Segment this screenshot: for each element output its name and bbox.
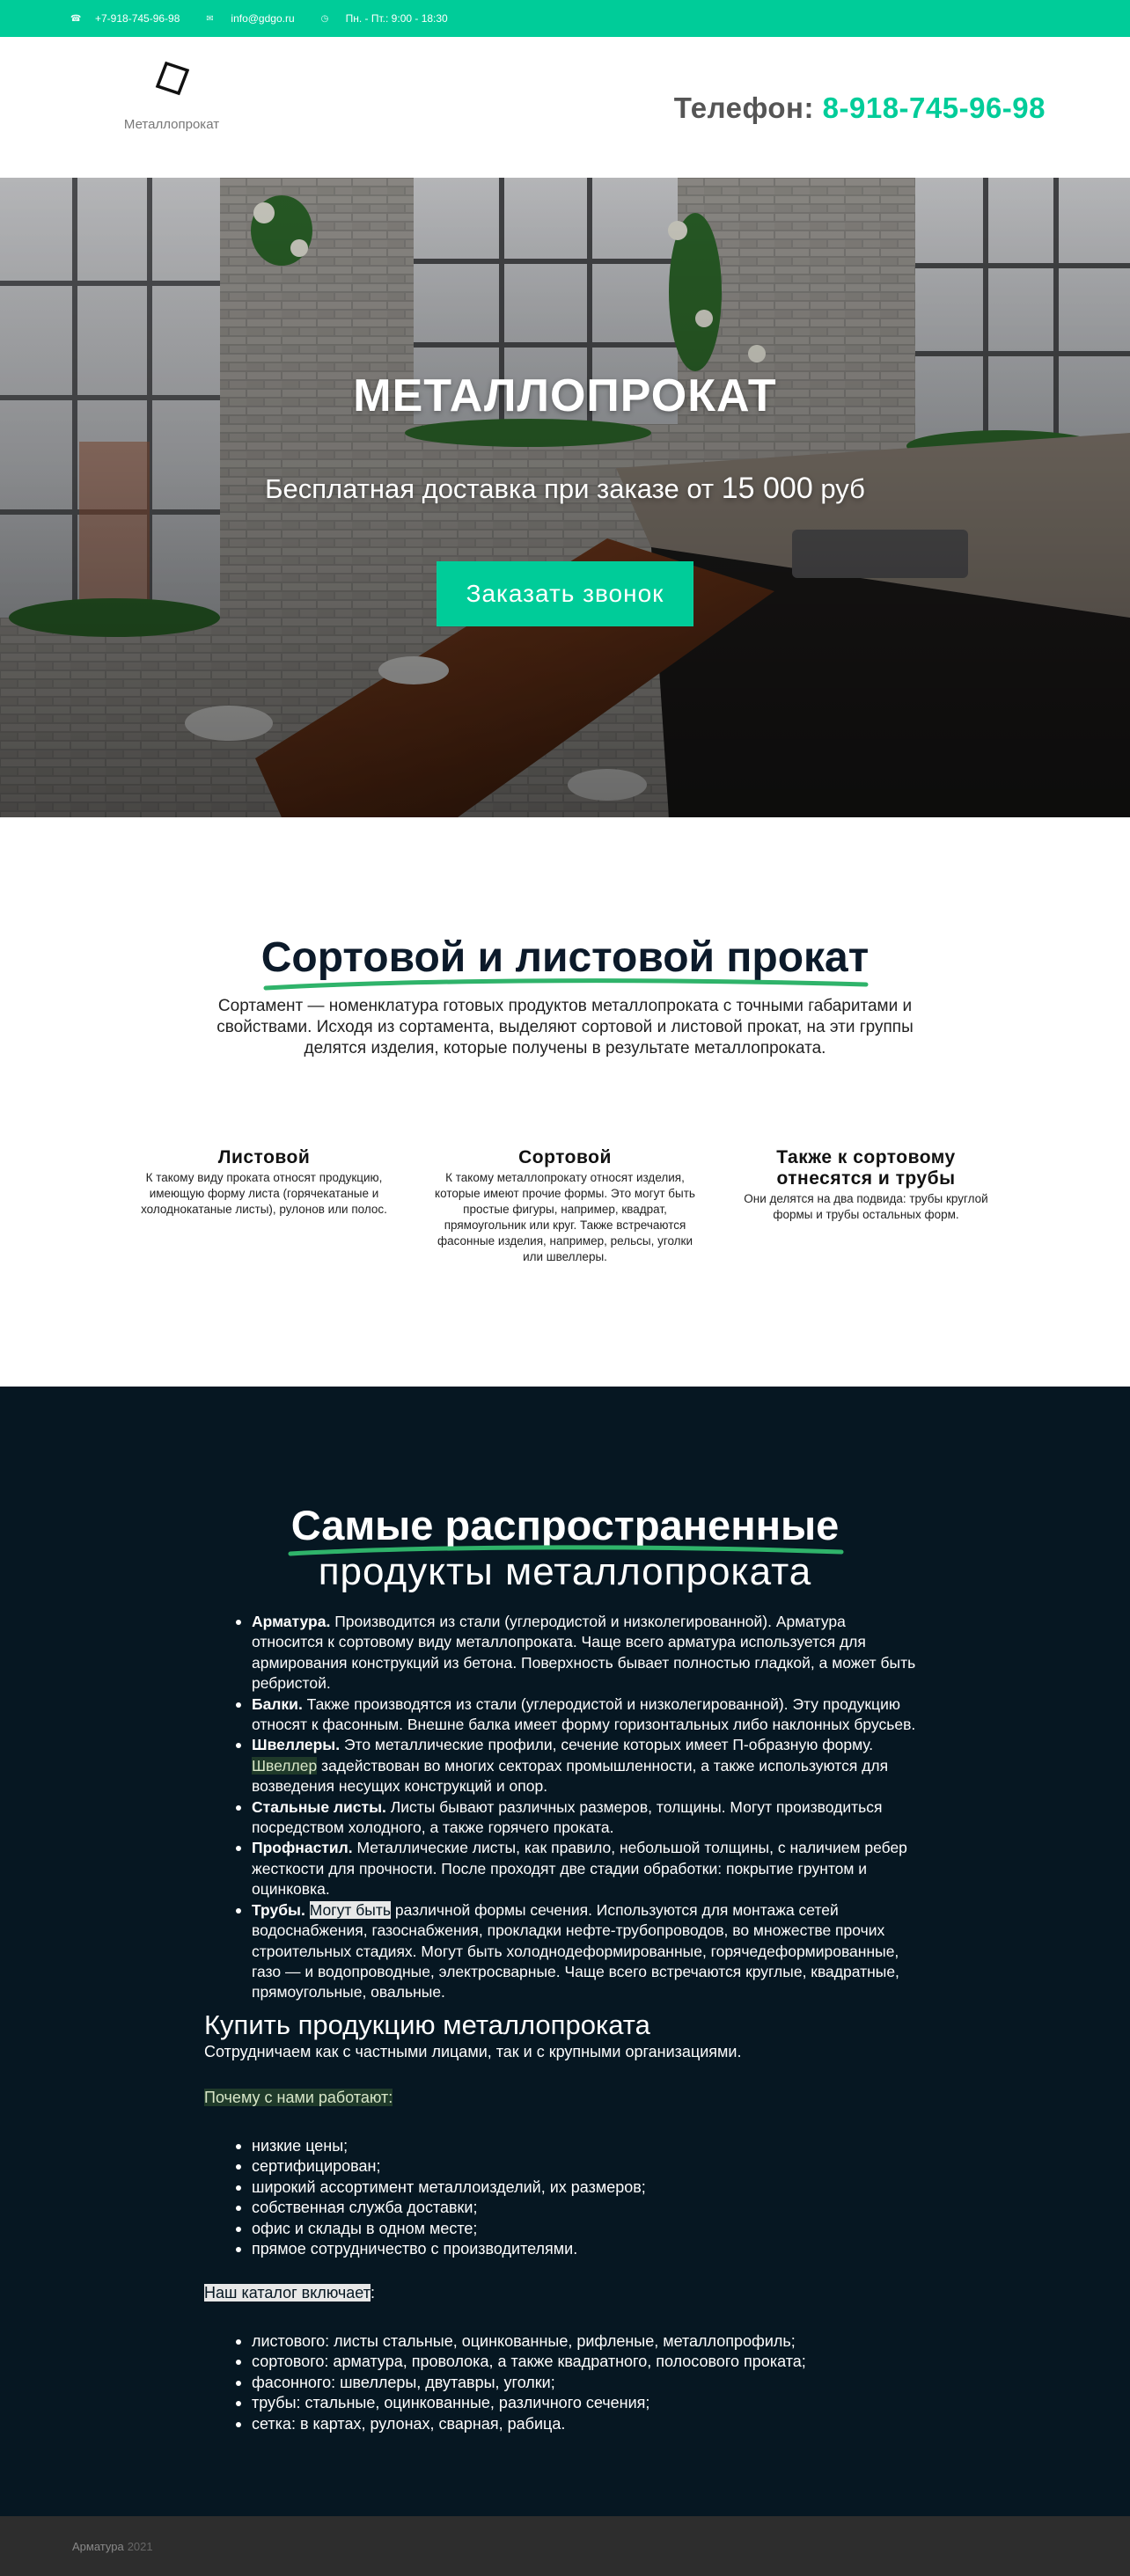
- popular-title-line1: Самые распространенные: [290, 1502, 840, 1548]
- clock-icon: ◷: [320, 13, 329, 24]
- site-header: [0, 37, 1130, 178]
- list-item: фасонного: швеллеры, двутавры, уголки;: [252, 2373, 806, 2393]
- product-name: Трубы.: [252, 1900, 305, 1919]
- footer-text: Арматура: [72, 2539, 124, 2553]
- header-phone-number[interactable]: 8-918-745-96-98: [822, 91, 1046, 124]
- list-item: широкий ассортимент металлоизделий, их размеров;: [252, 2177, 646, 2198]
- hero-banner: [0, 178, 1130, 817]
- column-section-text: К такому металлопрокату относят изделия, которые имеют прочие формы. Это могут быть простые фигуры, например, квадрат, прямоугольник или круг. Также встречаются фасонные изделия, например, рельсы, уголки или швеллеры.: [435, 1171, 695, 1263]
- list-item: листового: листы стальные, оцинкованные, рифленые, металлопрофиль;: [252, 2331, 806, 2352]
- order-call-button[interactable]: Заказать звонок: [437, 561, 693, 626]
- hero-subtitle: [0, 472, 1130, 506]
- buy-title: Купить продукцию металлопроката: [204, 2009, 650, 2040]
- topbar-phone-text[interactable]: +7-918-745-96-98: [95, 12, 180, 25]
- list-item: сортового: арматура, проволока, а также квадратного, полосового проката;: [252, 2352, 806, 2372]
- highlighted-text: Швеллер: [252, 1756, 318, 1775]
- hero-subtitle-text: Бесплатная доставка при заказе от: [265, 473, 715, 504]
- why-list: [252, 2136, 646, 2259]
- list-item: [252, 1694, 921, 1736]
- why-label-text: Почему с нами работают:: [204, 2089, 393, 2106]
- column-sheet-text: К такому виду проката относят продукцию, имеющую форму листа (горячекатаные и холоднокатаные листы), рулонов или полос.: [141, 1171, 387, 1216]
- column-pipes-text: Они делятся на два подвида: трубы круглой формы и трубы остальных форм.: [744, 1192, 988, 1221]
- logo-text[interactable]: Металлопрокат: [123, 117, 220, 132]
- assortment-section: [0, 817, 1130, 1387]
- mail-icon: ✉: [206, 13, 214, 24]
- popular-products-section: [0, 1387, 1130, 2516]
- header-phone-label: Телефон:: [673, 91, 814, 124]
- list-item: [252, 1838, 921, 1899]
- catalog-label: Наш каталог включает:: [204, 2284, 375, 2302]
- product-text: Производится из стали (углеродистой и низколегированной). Арматура относится к сортовому виду металлопроката. Чаще всего арматура используется для армирования конструкций из бетона. Поверхность бывает полностью гладкой, а может быть ребристой.: [252, 1613, 916, 1693]
- list-item: [252, 1735, 921, 1797]
- top-contact-bar: [0, 0, 1130, 37]
- highlighted-text: Могут быть: [309, 1900, 391, 1919]
- product-text: Также производятся из стали (углеродистой и низколегированной). Эту продукцию относят к фасонным. Внешне балка имеет форму горизонтальных либо наклонных брусьев.: [252, 1694, 916, 1734]
- column-pipes: [743, 1147, 989, 1223]
- product-text: Это металлические профили, сечение которых имеет П-образную форму.: [340, 1736, 874, 1754]
- list-item: [252, 1797, 921, 1839]
- topbar-email[interactable]: [206, 12, 294, 25]
- column-sheet-title: Листовой: [217, 1147, 311, 1167]
- topbar-hours: [321, 12, 448, 25]
- topbar-phone[interactable]: [70, 12, 180, 25]
- list-item: сертифицирован;: [252, 2156, 646, 2177]
- footer-year: 2021: [127, 2539, 153, 2553]
- column-section: [424, 1147, 706, 1265]
- catalog-label-text: Наш каталог включает: [204, 2284, 371, 2302]
- list-item: [252, 1900, 921, 2003]
- header-phone[interactable]: [674, 91, 1046, 125]
- list-item: прямое сотрудничество с производителями.: [252, 2239, 646, 2259]
- product-text: задействован во многих секторах промышленности, а также используются для возведения несущих конструкций и опор.: [252, 1756, 889, 1796]
- list-item: собственная служба доставки;: [252, 2198, 646, 2218]
- products-list: [252, 1612, 921, 2003]
- product-name: Швеллеры.: [252, 1736, 341, 1754]
- buy-subtitle: Сотрудничаем как с частными лицами, так и с крупными организациями.: [204, 2043, 742, 2060]
- popular-title-line2: продукты металлопроката: [318, 1550, 812, 1593]
- product-name: Балки.: [252, 1694, 303, 1713]
- assortment-description: Сортамент — номенклатура готовых продуктов металлопроката с точными габаритами и свойствами. Исходя из сортамента, выделяют сортовой и листовой прокат, на эти группы делятся изделия, которые получены в результате металлопроката.: [216, 997, 914, 1057]
- product-name: Стальные листы.: [252, 1797, 386, 1816]
- phone-icon: ☎: [70, 13, 82, 24]
- topbar-email-text[interactable]: info@gdgo.ru: [231, 12, 295, 25]
- catalog-list: [252, 2331, 806, 2434]
- list-item: [252, 1612, 921, 1694]
- column-pipes-title: Также к сортовому отнесятся и трубы: [776, 1147, 956, 1189]
- title-underline-decoration: [262, 976, 870, 993]
- product-name: Профнастил.: [252, 1839, 353, 1857]
- column-sheet: [141, 1147, 387, 1218]
- list-item: сетка: в картах, рулонах, сварная, рабица.: [252, 2414, 806, 2434]
- assortment-title: Сортовой и листовой прокат: [260, 934, 870, 981]
- product-name: Арматура.: [252, 1613, 331, 1630]
- logo[interactable]: [123, 62, 220, 132]
- list-item: трубы: стальные, оцинкованные, различного сечения;: [252, 2393, 806, 2413]
- list-item: низкие цены;: [252, 2136, 646, 2156]
- column-section-title: Сортовой: [518, 1147, 612, 1167]
- why-label: [204, 2089, 393, 2107]
- logo-icon: [154, 62, 189, 97]
- hero-subtitle-currency: руб: [820, 473, 865, 504]
- product-text: различной формы сечения. Используются для монтажа сетей водоснабжения, газоснабжения, прокладки нефте-трубопроводов, во множестве прочих строительных стадиях. Могут быть холоднодеформированные, горячедеформированные, газо — и водопроводные, электросварные. Чаще всего встречаются круглые, квадратные, прямоугольные, овальные.: [252, 1900, 899, 2002]
- product-text: Листы бывают различных размеров, толщины. Могут производиться посредством холодного, а также горячего проката.: [252, 1797, 883, 1837]
- list-item: офис и склады в одном месте;: [252, 2219, 646, 2239]
- hero-subtitle-amount: 15 000: [721, 472, 813, 505]
- topbar-hours-text: Пн. - Пт.: 9:00 - 18:30: [345, 12, 448, 25]
- product-text: Металлические листы, как правило, небольшой толщины, с наличием ребер жесткости для прочности. После проходят две стадии обработки: покрытие грунтом и оцинковка.: [252, 1839, 907, 1899]
- site-footer: [0, 2516, 1130, 2576]
- hero-title: МЕТАЛЛОПРОКАТ: [353, 370, 777, 421]
